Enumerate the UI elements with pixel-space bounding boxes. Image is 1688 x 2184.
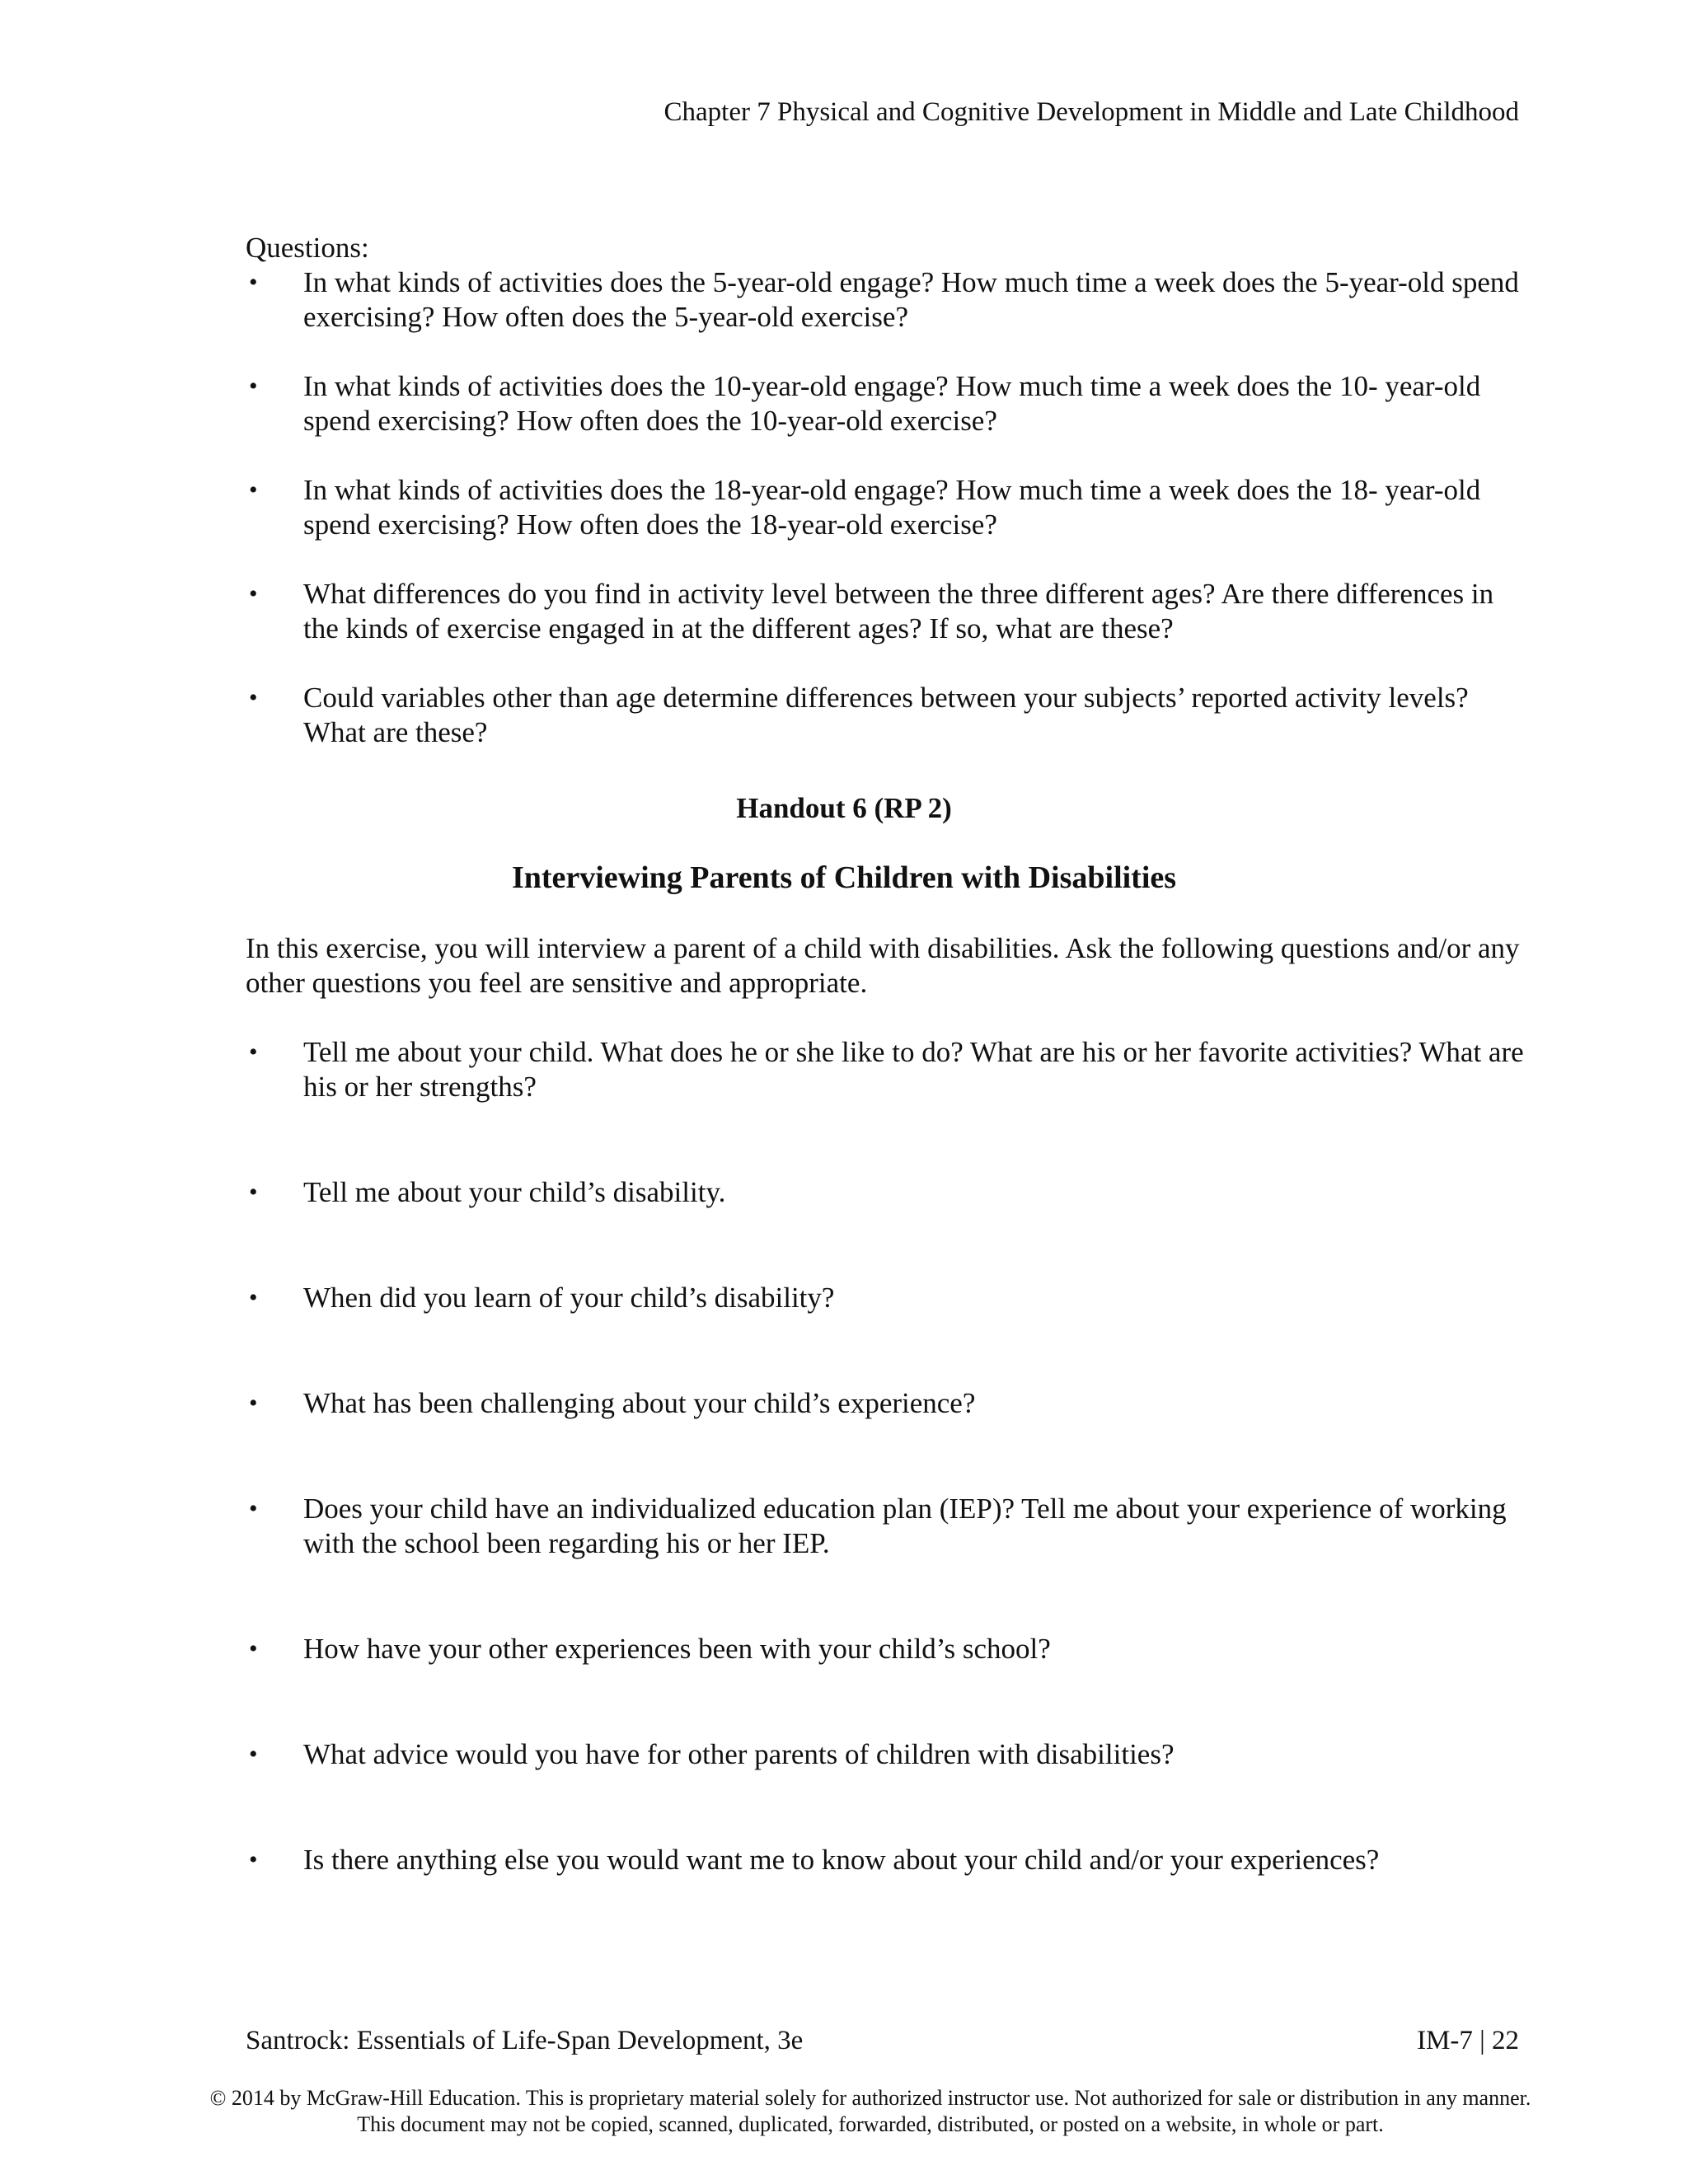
bullet-icon: •: [249, 476, 258, 504]
footer-page-number: IM-7 | 22: [1417, 2026, 1519, 2055]
list-item: • In what kinds of activities does the 5-year-old engage? How much time a week does the 5-year-old spend exercising? How often does the 5-year-old exercise?: [249, 266, 1519, 333]
bullet-icon: •: [249, 1179, 258, 1206]
list-item: • Tell me about your child’s disability.: [249, 1176, 726, 1208]
list-item: • Tell me about your child. What does he or she like to do? What are his or her favorite activities? What are his or her strengths?: [249, 1036, 1524, 1103]
interview-section: [246, 931, 1531, 1877]
list-item: • In what kinds of activities does the 10-year-old engage? How much time a week does the 10- year-old spend exercising? How often does the 10-year-old exercise?: [249, 370, 1481, 437]
handout-label: Handout 6 (RP 2): [736, 792, 952, 824]
handout-title: Interviewing Parents of Children with Disabilities: [511, 860, 1177, 895]
questions-label: Questions:: [246, 232, 369, 264]
bullet-icon: •: [249, 1635, 258, 1662]
list-item: • How have your other experiences been with your child’s school?: [249, 1633, 1051, 1665]
bullet-icon: •: [249, 373, 258, 400]
list-item: • What differences do you find in activity level between the three different ages? Are there differences in the kinds of exercise engaged in at the different ages? If so, what are these?: [249, 578, 1494, 644]
bullet-icon: •: [249, 1846, 258, 1873]
bullet-icon: •: [249, 580, 258, 607]
list-item: • In what kinds of activities does the 18-year-old engage? How much time a week does the 18- year-old spend exercising? How often does the 18-year-old exercise?: [249, 474, 1481, 541]
bullet-icon: •: [249, 1390, 258, 1417]
copyright-notice: © 2014 by McGraw-Hill Education. This is proprietary material solely for authorized instructor use. Not authorized for sale or distribution in any manner. This document may not be copied, scanned, duplicated, forwarded, distributed, or posted on a website, in whole or part.: [209, 2086, 1531, 2136]
list-item: • What has been challenging about your child’s experience?: [249, 1387, 976, 1419]
bullet-icon: •: [249, 684, 258, 711]
list-item: • Could variables other than age determine differences between your subjects’ reported activity levels? What are these?: [249, 682, 1469, 748]
list-item: • What advice would you have for other parents of children with disabilities?: [249, 1738, 1175, 1770]
bullet-icon: •: [249, 1284, 258, 1311]
questions-list: [246, 265, 1531, 750]
list-item: • Is there anything else you would want me to know about your child and/or your experiences?: [249, 1844, 1380, 1876]
bullet-icon: •: [249, 1038, 258, 1066]
handout-intro: In this exercise, you will interview a parent of a child with disabilities. Ask the following questions and/or any other questions you feel are sensitive and appropriate.: [246, 932, 1520, 999]
running-header: Chapter 7 Physical and Cognitive Development in Middle and Late Childhood: [663, 97, 1519, 127]
interview-questions-list: [246, 1035, 1531, 1877]
questions-section: [246, 231, 1531, 750]
list-item: • Does your child have an individualized education plan (IEP)? Tell me about your experience of working with the school been regarding his or her IEP.: [249, 1493, 1507, 1559]
footer-book-title: Santrock: Essentials of Life-Span Development, 3e: [246, 2026, 804, 2055]
bullet-icon: •: [249, 1741, 258, 1768]
bullet-icon: •: [249, 1495, 258, 1522]
list-item: • When did you learn of your child’s disability?: [249, 1282, 835, 1314]
bullet-icon: •: [249, 269, 258, 296]
